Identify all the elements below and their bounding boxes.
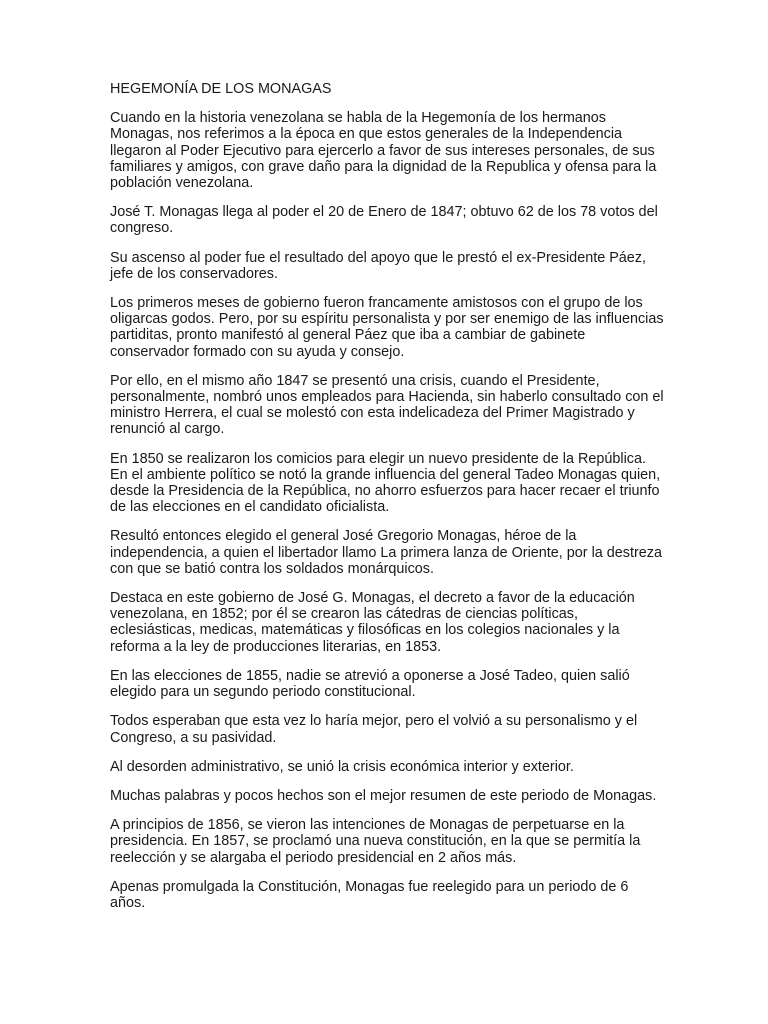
paragraph-10: Todos esperaban que esta vez lo haría mejor, pero el volvió a su personalismo y el Congreso, a su pasividad.	[110, 713, 638, 746]
paragraph-7: Resultó entonces elegido el general José Gregorio Monagas, héroe de la independencia, a quien el libertador llamo La primera lanza de Oriente, por la destreza con que se batió contra los soldados monárquicos.	[110, 528, 662, 577]
paragraph-9: En las elecciones de 1855, nadie se atrevió a oponerse a José Tadeo, quien salió elegido para un segundo periodo constitucional.	[110, 667, 630, 701]
document-title: HEGEMONÍA DE LOS MONAGAS	[110, 81, 332, 97]
paragraph-3: Su ascenso al poder fue el resultado del apoyo que le prestó el ex-Presidente Páez, jefe de los conservadores.	[110, 249, 646, 282]
paragraph-13: A principios de 1856, se vieron las intenciones de Monagas de perpetuarse en la presidencia. En 1857, se proclamó una nueva constitución, en la que se permitía la reelección y se alargaba el periodo presidencial en 2 años más.	[110, 817, 641, 866]
paragraph-11: Al desorden administrativo, se unió la crisis económica interior y exterior.	[110, 758, 574, 775]
paragraph-5: Por ello, en el mismo año 1847 se presentó una crisis, cuando el Presidente, personalmente, nombró unos empleados para Hacienda, sin haberlo consultado con el ministro Herrera, el cual se molestó con esta indelicadeza del Primer Magistrado y renunció al cargo.	[110, 372, 664, 438]
paragraph-1: Cuando en la historia venezolana se habla de la Hegemonía de los hermanos Monagas, nos referimos a la época en que estos generales de la Independencia llegaron al Poder Ejecutivo para ejercerlo a favor de sus intereses personales, de sus familiares y amigos, con grave daño para la dignidad de la Republica y ofensa para la población venezolana.	[110, 110, 657, 192]
paragraph-14: Apenas promulgada la Constitución, Monagas fue reelegido para un periodo de 6 años.	[110, 878, 629, 911]
paragraph-2: José T. Monagas llega al poder el 20 de Enero de 1847; obtuvo 62 de los 78 votos del congreso.	[110, 204, 658, 237]
paragraph-8: Destaca en este gobierno de José G. Monagas, el decreto a favor de la educación venezolana, en 1852; por él se crearon las cátedras de ciencias políticas, eclesiásticas, medicas, matemáticas y filosóficas en los colegios nacionales y la reforma a la ley de producciones literarias, en 1853.	[110, 590, 635, 655]
paragraph-12: Muchas palabras y pocos hechos son el mejor resumen de este periodo de Monagas.	[110, 787, 657, 804]
document-page	[110, 81, 670, 924]
paragraph-4: Los primeros meses de gobierno fueron francamente amistosos con el grupo de los oligarcas godos. Pero, por su espíritu personalista y por ser enemigo de las influencias partiditas, pronto manifestó al general Páez que iba a cambiar de gabinete conservador formado con su ayuda y consejo.	[110, 295, 664, 360]
paragraph-6: En 1850 se realizaron los comicios para elegir un nuevo presidente de la República. En el ambiente político se notó la grande influencia del general Tadeo Monagas quien, desde la Presidencia de la República, no ahorro esfuerzos para hacer recaer el triunfo de las elecciones en el candidato oficialista.	[110, 450, 661, 516]
